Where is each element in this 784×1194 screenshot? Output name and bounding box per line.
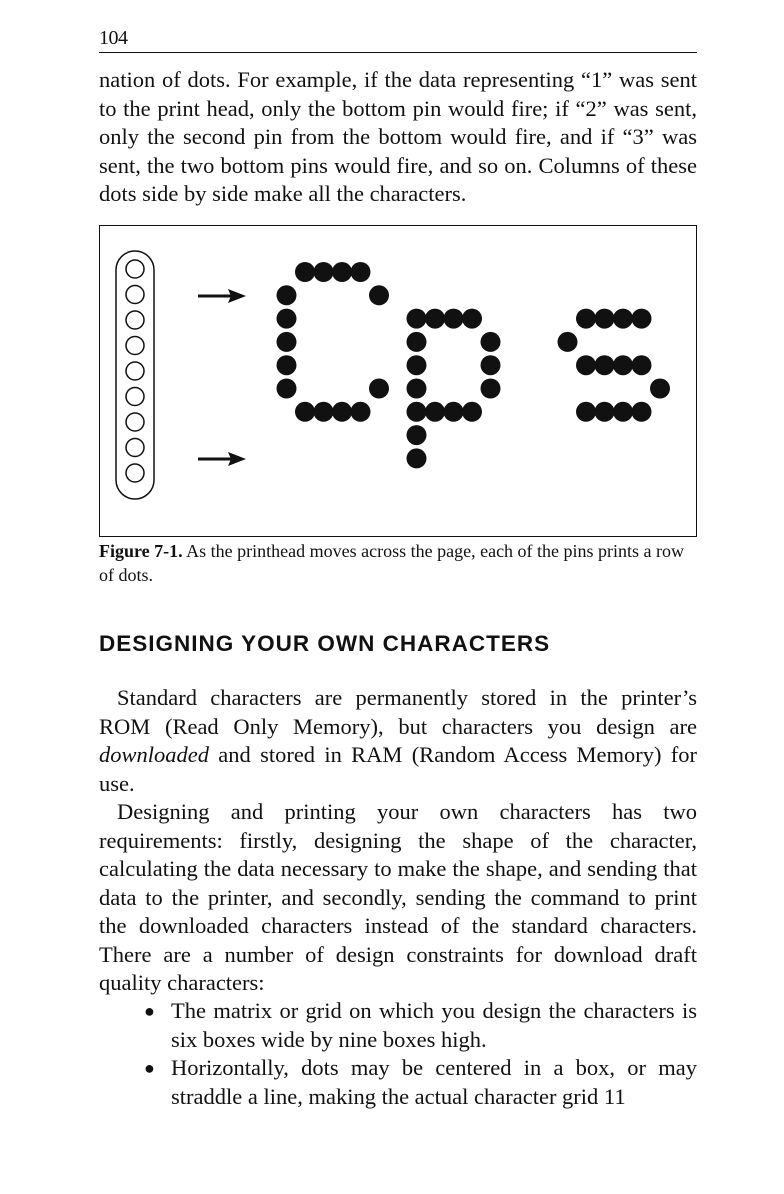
matrix-dot bbox=[444, 309, 464, 329]
printhead-pin bbox=[126, 439, 144, 457]
matrix-dot bbox=[332, 262, 352, 282]
figure-label: Figure 7-1. bbox=[99, 541, 183, 561]
matrix-dot bbox=[407, 309, 427, 329]
printhead-pin bbox=[126, 311, 144, 329]
matrix-dot bbox=[314, 262, 334, 282]
printhead-outline bbox=[116, 251, 154, 499]
matrix-dot bbox=[462, 402, 482, 422]
matrix-dot bbox=[481, 355, 501, 375]
bullet-icon: ● bbox=[144, 1001, 155, 1021]
figure-caption bbox=[99, 539, 699, 587]
matrix-dot bbox=[613, 309, 633, 329]
printhead-pin bbox=[126, 388, 144, 406]
matrix-dot bbox=[407, 425, 427, 445]
matrix-dot bbox=[632, 355, 652, 375]
list-item: ● Horizontally, dots may be centered in a box, or may straddle a line, making the actual character grid 11 bbox=[144, 1055, 697, 1109]
paragraph-2: Designing and printing your own characters has two requirements: firstly, designing the shape of the character, calculating the data necessary to make the shape, and sending that data to the printer, and secondly, sending the command to print the downloaded characters instead of the standard characters. There are a number of design constraints for download draft quality characters: bbox=[99, 799, 697, 995]
matrix-dot bbox=[576, 402, 596, 422]
matrix-dot bbox=[576, 309, 596, 329]
matrix-dot bbox=[295, 402, 315, 422]
matrix-dot bbox=[351, 402, 371, 422]
intro-paragraph: nation of dots. For example, if the data representing “1” was sent to the print head, only the bottom pin would fire; if “2” was sent, only the second pin from the bottom would fire, and if “3” was sent, the two bottom pins would fire, and so on. Columns of these dots side by side make all the characters. bbox=[99, 67, 697, 206]
header-rule bbox=[99, 52, 697, 53]
matrix-dot bbox=[425, 402, 445, 422]
matrix-dot bbox=[425, 309, 445, 329]
matrix-dot bbox=[558, 332, 578, 352]
letter-p-dots bbox=[407, 309, 501, 469]
right-arrow-icon bbox=[198, 289, 246, 303]
printhead-pin bbox=[126, 362, 144, 380]
right-arrow-icon bbox=[198, 452, 246, 466]
matrix-dot bbox=[595, 309, 615, 329]
matrix-dot bbox=[277, 332, 297, 352]
matrix-dot bbox=[407, 448, 427, 468]
matrix-dot bbox=[277, 309, 297, 329]
matrix-dot bbox=[595, 402, 615, 422]
matrix-dot bbox=[277, 355, 297, 375]
figure-caption-text: As the printhead moves across the page, each of the pins prints a row of dots. bbox=[99, 541, 685, 585]
matrix-dot bbox=[613, 402, 633, 422]
constraints-list bbox=[144, 997, 697, 1111]
matrix-dot bbox=[332, 402, 352, 422]
matrix-dot bbox=[462, 309, 482, 329]
dot-matrix-illustration bbox=[100, 226, 696, 536]
matrix-dot bbox=[576, 355, 596, 375]
matrix-dot bbox=[407, 379, 427, 399]
printhead-pin bbox=[126, 464, 144, 482]
matrix-dot bbox=[277, 285, 297, 305]
matrix-dot bbox=[444, 402, 464, 422]
matrix-dot bbox=[351, 262, 371, 282]
printhead-pin bbox=[126, 337, 144, 355]
paragraph-1: Standard characters are permanently stored in the printer’s ROM (Read Only Memory), but characters you design are downloaded and stored in RAM (Random Access Memory) for use. bbox=[99, 685, 697, 796]
matrix-dot bbox=[632, 402, 652, 422]
list-item: ● The matrix or grid on which you design the characters is six boxes wide by nine boxes high. bbox=[144, 998, 697, 1052]
matrix-dot bbox=[277, 379, 297, 399]
bullet-icon: ● bbox=[144, 1058, 155, 1078]
matrix-dot bbox=[595, 355, 615, 375]
matrix-dot bbox=[481, 379, 501, 399]
figure-7-1 bbox=[99, 225, 697, 537]
letter-s-dots bbox=[558, 309, 671, 422]
matrix-dot bbox=[632, 309, 652, 329]
page-number: 104 bbox=[99, 27, 128, 49]
body-text bbox=[99, 684, 697, 998]
matrix-dot bbox=[314, 402, 334, 422]
matrix-dot bbox=[369, 285, 389, 305]
printhead-pin bbox=[126, 260, 144, 278]
matrix-dot bbox=[481, 332, 501, 352]
matrix-dot bbox=[295, 262, 315, 282]
section-heading: DESIGNING YOUR OWN CHARACTERS bbox=[99, 631, 551, 656]
matrix-dot bbox=[369, 379, 389, 399]
emphasis-downloaded: downloaded bbox=[99, 742, 209, 767]
letter-c-dots bbox=[277, 262, 390, 422]
printhead-pins bbox=[126, 260, 144, 482]
matrix-dot bbox=[650, 379, 670, 399]
matrix-dot bbox=[613, 355, 633, 375]
printhead-pin bbox=[126, 286, 144, 304]
printhead-pin bbox=[126, 413, 144, 431]
matrix-dot bbox=[407, 355, 427, 375]
matrix-dot bbox=[407, 402, 427, 422]
matrix-dot bbox=[407, 332, 427, 352]
